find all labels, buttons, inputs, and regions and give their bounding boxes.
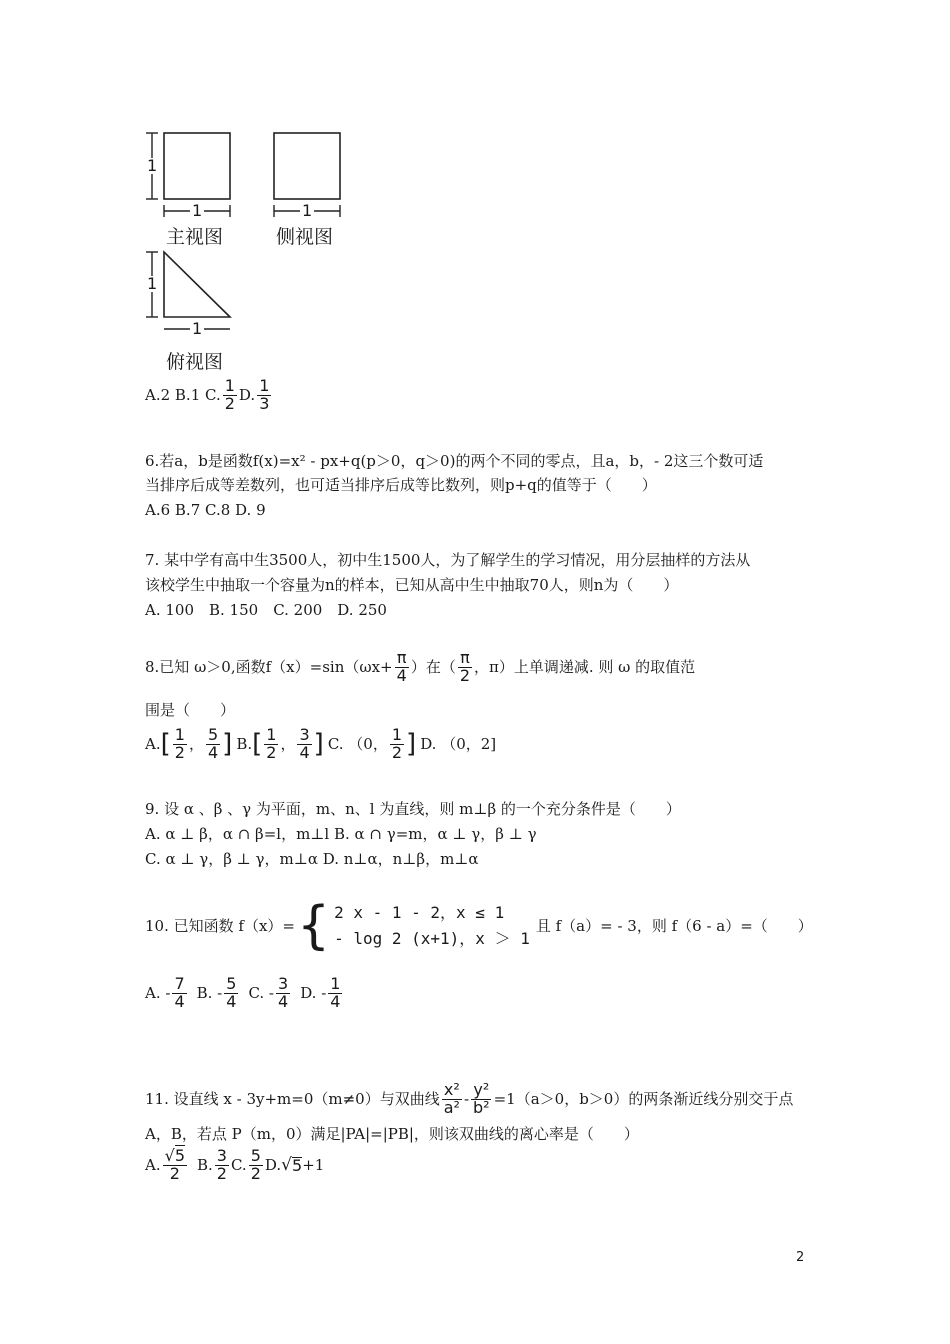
q8-a-label: A.	[145, 734, 161, 753]
dim-front-width: 1	[192, 201, 203, 220]
q5-options	[145, 378, 273, 413]
q9-line1: 9. 设 α 、β 、γ 为平面，m、n、l 为直线，则 m⊥β 的一个充分条件是（ ）	[145, 800, 681, 818]
dim-front-height: 1	[147, 156, 158, 175]
q8-line2: 围是（ ）	[145, 701, 236, 719]
q10-suffix: 且 f（a）= - 3，则 f（6 - a）=（ ）	[535, 916, 813, 935]
q11-c-label: C.	[230, 1155, 247, 1174]
front-view-label: 主视图	[166, 226, 224, 248]
q10-piecewise	[334, 900, 530, 951]
top-view-label: 俯视图	[166, 351, 224, 373]
front-view-square	[164, 133, 230, 199]
q8-prefix: 8.已知 ω＞0,函数f（x）=sin（ωx+	[145, 657, 393, 676]
q6-options: A.6 B.7 C.8 D. 9	[145, 501, 266, 519]
q11-b-label: B.	[197, 1155, 213, 1174]
side-view-square	[274, 133, 340, 199]
q11-stem: 11. 设直线 x - 3y+m=0（m≠0）与双曲线 $\frac{\text{x²}}{\text{a²}}$ - $\frac{\text{y²}}{\text{b²}}$ =1（a＞0，b＞0）的两条渐近线分别交于点	[145, 1080, 794, 1117]
dim-side-width: 1	[302, 201, 313, 220]
q10-stem: 10. 已知函数 f（x）= { 2 x - 1 - 2，x ≤ 1 - log 2 (x+1)，x ＞ 1 且 f（a）= - 3，则 f（6 - a）=（ ）	[145, 896, 813, 956]
q7-line2: 该校学生中抽取一个容量为n的样本，已知从高中生中抽取70人，则n为（ ）	[145, 576, 679, 594]
q5-d-fraction: $\frac{1}{3}$	[259, 376, 270, 413]
q6-line1: 6.若a，b是函数f(x)=x² - px+q(p＞0，q＞0)的两个不同的零点，且a，b，- 2这三个数可适	[145, 452, 764, 470]
q10-case2: - log 2 (x+1)，x ＞ 1	[334, 929, 530, 948]
q8-c-label: C. （0，	[327, 734, 388, 753]
q9-line3: C. α ⊥ γ，β ⊥ γ，m⊥α D. n⊥α，n⊥β，m⊥α	[145, 850, 479, 868]
q10-options: A. - $\frac{7}{4}$ B. - $\frac{5}{4}$ C. - $\frac{3}{4}$ D. - $\frac{1}{4}$	[145, 974, 341, 1011]
q8-pi-over-2: $\frac{\pi}{2}$	[459, 648, 471, 685]
q7-options: A. 100 B. 150 C. 200 D. 250	[145, 601, 387, 619]
top-view-triangle	[164, 252, 230, 317]
dim-top-height: 1	[147, 274, 158, 293]
q8-mid: ）在（	[410, 657, 456, 676]
q10-c-label: C. -	[248, 983, 274, 1002]
q5-d-label: D.	[238, 385, 256, 404]
q8-d-label: D. （0，2]	[420, 734, 497, 753]
q8-pi-over-4: $\frac{\pi}{4}$	[396, 648, 407, 685]
q11-suffix: =1（a＞0，b＞0）的两条渐近线分别交于点	[493, 1089, 794, 1108]
q10-a-label: A. -	[145, 983, 171, 1002]
q10-b-label: B. -	[196, 983, 223, 1002]
q11-line2: A，B，若点 P（m，0）满足|PA|=|PB|，则该双曲线的离心率是（ ）	[145, 1125, 639, 1143]
q11-d-label: D.	[264, 1155, 282, 1174]
q10-case1: 2 x - 1 - 2，x ≤ 1	[334, 903, 505, 923]
q9-line2: A. α ⊥ β，α ∩ β=l，m⊥l B. α ∩ γ=m，α ⊥ γ，β ⊥ γ	[145, 825, 537, 843]
q6-line2: 当排序后成等差数列，也可适当排序后成等比数列，则p+q的值等于（ ）	[145, 476, 657, 494]
q5-options-text: A.2 B.1 C.	[145, 385, 221, 404]
q7-line1: 7. 某中学有高中生3500人，初中生1500人，为了解学生的学习情况，用分层抽样的方法从	[145, 551, 751, 569]
q10-d-label: D. -	[300, 983, 327, 1002]
q8-stem	[145, 650, 695, 685]
q5-c-fraction: $\frac{1}{2}$	[224, 376, 235, 413]
q8-mid2: ，π）上单调递减. 则 ω 的取值范	[474, 657, 696, 676]
q11-options: A. $\frac{√5}{2}$ B. $\frac{3}{2}$ C. $\frac{5}{2}$ D. √ 5 +1	[145, 1146, 325, 1183]
q11-prefix: 11. 设直线 x - 3y+m=0（m≠0）与双曲线	[145, 1089, 440, 1108]
q8-options: A. [ $\frac{1}{2}$ ， $\frac{5}{4}$ ] B. [ $\frac{1}{2}$ ， $\frac{3}{4}$ ] C. （0， $\frac{1}{2}$ ] D. （0，2]	[145, 725, 497, 762]
dim-top-width: 1	[192, 319, 203, 338]
q10-prefix: 10. 已知函数 f（x）=	[145, 916, 295, 935]
page-number: 2	[796, 1250, 805, 1265]
q8-b-label: B.	[236, 734, 253, 753]
q11-a-label: A.	[145, 1155, 161, 1174]
side-view-label: 侧视图	[276, 226, 334, 248]
